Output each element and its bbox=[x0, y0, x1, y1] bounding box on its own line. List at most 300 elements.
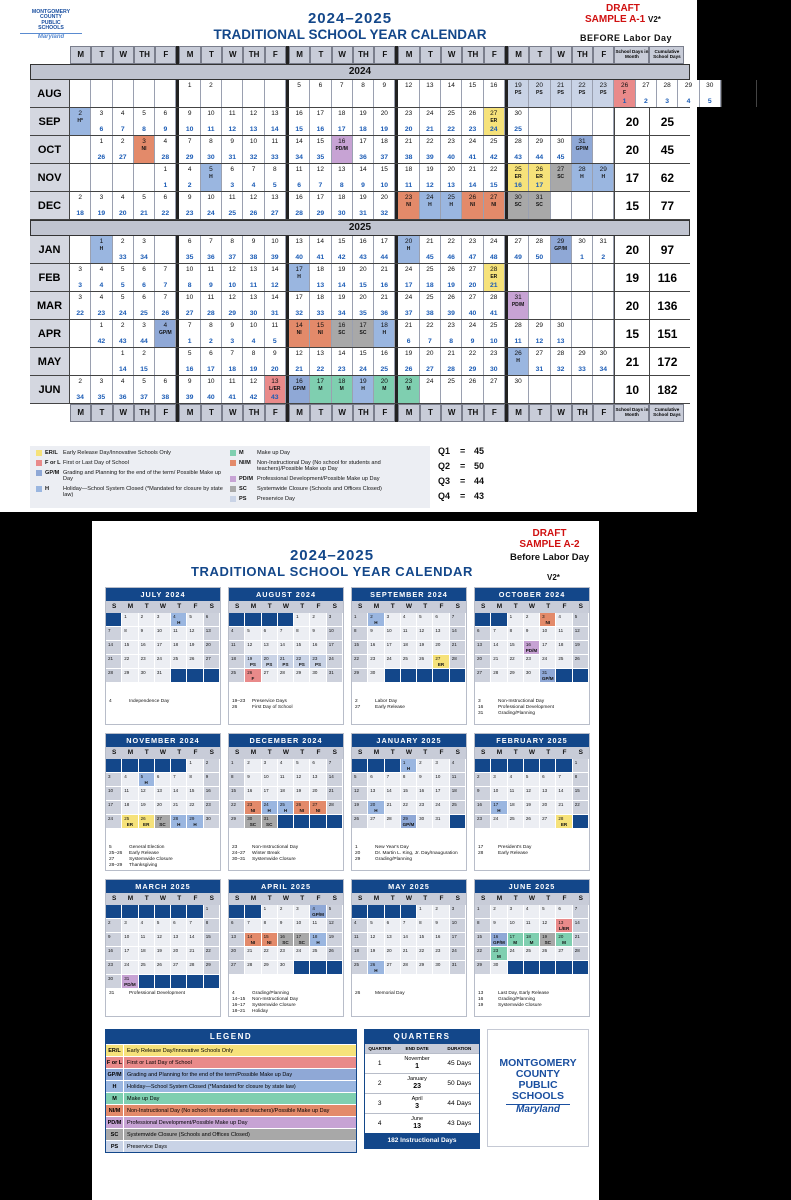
legend-code: M bbox=[106, 1093, 124, 1104]
weekday-header: T bbox=[177, 749, 182, 756]
day-cell bbox=[139, 641, 155, 655]
weekday-header: F bbox=[439, 895, 444, 902]
legend-item bbox=[36, 470, 226, 482]
day-cell bbox=[353, 192, 374, 219]
date-number: 18 bbox=[404, 166, 413, 173]
day-cell bbox=[106, 641, 122, 655]
weekday-header: S bbox=[209, 603, 214, 610]
day-cell bbox=[385, 655, 401, 669]
weekday-header: M bbox=[250, 895, 257, 902]
day-cell bbox=[353, 264, 374, 291]
school-day-count: 42 bbox=[337, 254, 346, 261]
date-number: 28 bbox=[108, 670, 114, 675]
date-number: 8 bbox=[209, 322, 213, 329]
day-cell bbox=[155, 815, 171, 829]
day-cell bbox=[310, 801, 326, 815]
day-cell bbox=[551, 192, 572, 219]
date-number: 26 bbox=[189, 656, 195, 661]
day-cell bbox=[368, 801, 384, 815]
day-cell bbox=[106, 627, 122, 641]
date-number: 10 bbox=[186, 294, 194, 301]
day-cell bbox=[573, 947, 589, 961]
date-number: 17 bbox=[493, 802, 499, 807]
week-row bbox=[229, 627, 343, 641]
date-number: 15 bbox=[380, 166, 388, 173]
note-row bbox=[109, 699, 217, 705]
weekday-header: M bbox=[496, 603, 503, 610]
school-day-count: 41 bbox=[316, 254, 325, 261]
day-cell bbox=[368, 933, 384, 947]
day-cell bbox=[540, 933, 556, 947]
date-number: 15 bbox=[402, 788, 408, 793]
day-cell bbox=[540, 905, 556, 919]
month-calendar bbox=[474, 879, 590, 1017]
day-cell bbox=[475, 905, 491, 919]
date-number: 28 bbox=[189, 962, 195, 967]
date-number: 1 bbox=[402, 760, 406, 765]
weekday-header: T bbox=[300, 603, 305, 610]
day-cell bbox=[113, 264, 134, 291]
day-cell bbox=[310, 613, 326, 627]
day-code: NI bbox=[141, 146, 147, 152]
day-cell bbox=[572, 376, 593, 403]
date-number: 5 bbox=[419, 614, 422, 619]
school-day-count: 29 bbox=[228, 310, 236, 317]
date-number: 22 bbox=[231, 802, 237, 807]
date-number: 18 bbox=[354, 948, 360, 953]
day-cell bbox=[385, 801, 401, 815]
date-number: 24 bbox=[490, 238, 498, 245]
date-number: 16 bbox=[525, 642, 531, 647]
header-spacer bbox=[30, 46, 70, 64]
school-day-count: 10 bbox=[490, 338, 498, 345]
day-cell bbox=[420, 108, 441, 135]
day-cell bbox=[310, 641, 326, 655]
day-cell bbox=[420, 320, 441, 347]
date-number: 18 bbox=[402, 642, 408, 647]
date-number: 12 bbox=[189, 628, 195, 633]
day-cell bbox=[508, 787, 524, 801]
day-cell bbox=[556, 759, 572, 773]
month-row bbox=[30, 108, 690, 136]
date-number: 24 bbox=[426, 378, 434, 385]
week-row bbox=[106, 947, 220, 961]
date-number: 11 bbox=[124, 788, 129, 793]
school-day-count: 5 bbox=[707, 98, 712, 105]
school-day-count: 28 bbox=[447, 366, 455, 373]
date-number: 15 bbox=[468, 82, 477, 89]
day-cell bbox=[551, 292, 572, 319]
date-number: 17 bbox=[124, 948, 130, 953]
weekday-header: T bbox=[267, 603, 272, 610]
weekday-header: M bbox=[373, 749, 380, 756]
school-day-count: 29 bbox=[316, 210, 325, 217]
day-cell bbox=[332, 108, 353, 135]
legend-text: Non-Instructional Day (No school for students and teachers)/Possible Make up Day bbox=[257, 460, 381, 472]
day-cell bbox=[374, 108, 395, 135]
date-number: 18 bbox=[140, 948, 146, 953]
date-number: 16 bbox=[338, 322, 346, 329]
school-day-count: 30 bbox=[337, 210, 346, 217]
date-number: 24 bbox=[124, 962, 130, 967]
day-cell bbox=[556, 815, 572, 829]
day-cell bbox=[122, 975, 138, 989]
date-number: 10 bbox=[249, 322, 258, 329]
school-day-count: 5 bbox=[120, 282, 125, 289]
note-text: Preservice Days bbox=[252, 699, 287, 704]
date-number: 17 bbox=[328, 642, 334, 647]
date-number: 16 bbox=[380, 350, 388, 357]
date-number: 5 bbox=[189, 614, 192, 619]
date-number: 27 bbox=[468, 294, 477, 301]
school-day-count: 36 bbox=[207, 254, 215, 261]
date-number: 16 bbox=[108, 948, 114, 953]
day-code: H* bbox=[77, 118, 83, 124]
date-number: 19 bbox=[359, 378, 367, 385]
day-code: SC bbox=[266, 822, 273, 827]
school-day-count: 40 bbox=[468, 310, 477, 317]
date-number: 3 bbox=[435, 760, 438, 765]
weekday-header: W bbox=[405, 603, 413, 610]
date-number: 11 bbox=[271, 138, 279, 145]
date-number: 1 bbox=[354, 614, 357, 619]
day-code: M bbox=[529, 940, 534, 945]
day-cell bbox=[491, 961, 507, 975]
date-number: 2 bbox=[78, 194, 82, 201]
day-cell bbox=[289, 192, 310, 219]
day-code: NI bbox=[491, 202, 497, 208]
date-number: 31 bbox=[542, 670, 548, 675]
day-cell bbox=[332, 292, 353, 319]
quarter-row bbox=[438, 491, 484, 506]
weekday-header: S bbox=[480, 749, 486, 756]
date-number: 27 bbox=[557, 166, 565, 173]
legend-text: Systemwide Closure (Schools and Offices Closed) bbox=[257, 486, 382, 492]
date-number: 27 bbox=[542, 816, 548, 821]
day-cell bbox=[278, 627, 294, 641]
weekday-header: W bbox=[282, 895, 290, 902]
school-day-count: 44 bbox=[140, 338, 148, 345]
week-row bbox=[106, 961, 220, 975]
school-day-count: 25 bbox=[380, 366, 389, 373]
school-day-count: 26 bbox=[97, 154, 106, 161]
date-number: 10 bbox=[207, 194, 215, 201]
day-cell bbox=[278, 655, 294, 669]
logo-line: COUNTY bbox=[515, 1068, 561, 1081]
weekday-header: F bbox=[593, 404, 614, 422]
date-number: 16 bbox=[140, 642, 146, 647]
day-cell bbox=[262, 773, 278, 787]
date-number: 20 bbox=[404, 238, 413, 245]
day-cell bbox=[556, 787, 572, 801]
legend-text: Early Release Day/Innovative Schools Only bbox=[63, 450, 171, 456]
day-cell bbox=[462, 192, 483, 219]
day-cell bbox=[91, 292, 112, 319]
logo-line: MONTGOMERY bbox=[499, 1057, 577, 1069]
school-day-count: 13 bbox=[447, 182, 455, 189]
week-row bbox=[475, 905, 589, 919]
week-row bbox=[229, 947, 343, 961]
day-cell bbox=[222, 348, 243, 375]
day-cell bbox=[229, 947, 245, 961]
week-row bbox=[352, 613, 466, 627]
weekday-header: S bbox=[578, 603, 583, 610]
week-row bbox=[352, 627, 466, 641]
day-cell bbox=[572, 164, 593, 191]
day-cell bbox=[475, 773, 491, 787]
weekday-header: M bbox=[496, 749, 503, 756]
date-number: 20 bbox=[370, 802, 376, 807]
cumulative-days-header: Cumulative School Days bbox=[649, 46, 684, 64]
day-cell bbox=[475, 961, 491, 975]
weekday-header: M bbox=[250, 749, 257, 756]
day-cell bbox=[573, 759, 589, 773]
date-number: 16 bbox=[477, 802, 483, 807]
calendar-title: TRADITIONAL SCHOOL YEAR CALENDAR bbox=[190, 564, 474, 579]
day-cell bbox=[139, 961, 155, 975]
date-number: 2 bbox=[525, 614, 529, 619]
day-cell bbox=[91, 264, 112, 291]
day-cell bbox=[551, 320, 572, 347]
date-number: 29 bbox=[557, 238, 565, 245]
year-label: 2024 bbox=[30, 64, 690, 80]
day-cell bbox=[171, 787, 187, 801]
date-number: 19 bbox=[296, 788, 302, 793]
note-date: 27 bbox=[355, 704, 361, 710]
day-cell bbox=[289, 164, 310, 191]
date-number: 10 bbox=[207, 110, 215, 117]
school-day-count: 11 bbox=[207, 126, 215, 133]
note-date: 20 bbox=[355, 850, 361, 856]
school-day-count: 19 bbox=[249, 366, 258, 373]
day-cell bbox=[401, 641, 417, 655]
date-number: 4 bbox=[279, 760, 283, 765]
day-cell bbox=[700, 80, 721, 107]
school-day-count: 39 bbox=[185, 394, 194, 401]
day-cell bbox=[245, 919, 261, 933]
quarter-duration: 50 Days bbox=[447, 1080, 472, 1087]
day-cell bbox=[462, 80, 483, 107]
note-text: Systemwide Closure bbox=[129, 856, 173, 862]
date-number: 18 bbox=[451, 788, 457, 793]
day-cell bbox=[524, 815, 540, 829]
legend-code: PS bbox=[106, 1141, 124, 1152]
day-cell bbox=[243, 108, 264, 135]
note-text: Memorial Day bbox=[375, 991, 405, 996]
day-cell bbox=[245, 815, 261, 829]
day-cell bbox=[657, 80, 678, 107]
day-cell bbox=[374, 264, 395, 291]
weekday-header: W bbox=[405, 749, 413, 756]
school-day-count: 43 bbox=[359, 254, 367, 261]
logo-line: COUNTY bbox=[40, 14, 62, 21]
date-number: 19 bbox=[542, 934, 548, 939]
note-row bbox=[355, 705, 463, 711]
day-cell bbox=[204, 905, 220, 919]
weekday-header: W bbox=[551, 404, 572, 422]
date-number: 16 bbox=[490, 82, 498, 89]
day-cell bbox=[420, 376, 441, 403]
date-number: 11 bbox=[228, 194, 236, 201]
day-cell bbox=[179, 192, 200, 219]
day-cell bbox=[222, 136, 243, 163]
month-row bbox=[30, 236, 690, 264]
day-cell bbox=[353, 348, 374, 375]
date-number: 17 bbox=[156, 642, 162, 647]
day-cell bbox=[352, 815, 368, 829]
day-cell bbox=[401, 947, 417, 961]
day-cell bbox=[573, 627, 589, 641]
weekday-header: W bbox=[159, 895, 167, 902]
day-cell bbox=[187, 975, 203, 989]
end-day: 1 bbox=[415, 1062, 420, 1070]
date-number: 9 bbox=[312, 628, 315, 633]
date-number: 12 bbox=[249, 378, 258, 385]
day-code: SC bbox=[282, 940, 289, 945]
day-cell bbox=[201, 80, 222, 107]
school-days-in-month: 20 bbox=[614, 292, 649, 319]
date-number: 28 bbox=[490, 266, 498, 273]
day-cell bbox=[556, 919, 572, 933]
day-cell bbox=[70, 80, 91, 107]
date-number: 22 bbox=[296, 656, 302, 661]
note-text: Grading/Planning bbox=[375, 856, 413, 862]
day-cell bbox=[441, 192, 462, 219]
day-cell bbox=[106, 773, 122, 787]
date-number: 10 bbox=[108, 788, 114, 793]
day-cell bbox=[310, 919, 326, 933]
date-number: 16 bbox=[205, 788, 211, 793]
day-cell bbox=[462, 320, 483, 347]
note-date: 17 bbox=[478, 845, 484, 850]
quarters-table bbox=[364, 1029, 480, 1149]
day-cell bbox=[289, 80, 310, 107]
school-day-count: 23 bbox=[337, 366, 346, 373]
date-number: 23 bbox=[404, 194, 413, 201]
day-cell bbox=[122, 801, 138, 815]
legend-text: Early Release Day/Innovative Schools Only bbox=[127, 1048, 234, 1054]
date-number: 13 bbox=[386, 934, 392, 939]
date-number: 2 bbox=[419, 760, 422, 765]
date-number: 23 bbox=[247, 802, 253, 807]
date-number: 23 bbox=[370, 656, 376, 661]
school-day-count: 47 bbox=[468, 254, 477, 261]
weekday-header: TH bbox=[134, 404, 155, 422]
day-cell bbox=[417, 933, 433, 947]
week-row bbox=[106, 787, 220, 801]
school-day-count: 20 bbox=[404, 126, 413, 133]
day-cell bbox=[556, 627, 572, 641]
day-cell bbox=[327, 933, 343, 947]
date-number: 19 bbox=[354, 802, 360, 807]
school-day-count: 6 bbox=[99, 126, 104, 133]
day-cell bbox=[551, 264, 572, 291]
column-header: DURATION bbox=[447, 1046, 472, 1051]
date-number: 23 bbox=[419, 802, 425, 807]
date-number: 5 bbox=[525, 774, 529, 779]
day-cell bbox=[556, 801, 572, 815]
day-cell bbox=[524, 933, 540, 947]
day-cell bbox=[420, 136, 441, 163]
day-cell bbox=[508, 905, 524, 919]
date-number: 7 bbox=[187, 138, 192, 145]
date-number: 23 bbox=[447, 138, 455, 145]
day-cell bbox=[243, 236, 264, 263]
legend-text: Grading and Planning for the end of the term/Possible Make up Day bbox=[127, 1072, 293, 1078]
date-number: 27 bbox=[435, 656, 441, 661]
date-number: 23 bbox=[404, 110, 413, 117]
quarter-days: 45 bbox=[474, 446, 485, 456]
date-number: 22 bbox=[124, 656, 130, 661]
week-row bbox=[106, 773, 220, 787]
day-cell bbox=[540, 641, 556, 655]
day-cell bbox=[294, 627, 310, 641]
month-title: FEBRUARY 2025 bbox=[475, 734, 589, 747]
day-cell bbox=[352, 773, 368, 787]
week-row bbox=[106, 641, 220, 655]
day-cell bbox=[573, 919, 589, 933]
date-number: 7 bbox=[402, 920, 406, 925]
legend-code: NI/M bbox=[239, 460, 251, 466]
day-cell bbox=[524, 759, 540, 773]
school-day-count: 39 bbox=[426, 154, 434, 161]
legend-code: ER/L bbox=[106, 1045, 124, 1056]
day-cell bbox=[201, 236, 222, 263]
note-date: 4 bbox=[109, 699, 112, 704]
note-text: Winter Break bbox=[252, 850, 280, 856]
date-number: 14 bbox=[316, 238, 325, 245]
day-cell bbox=[265, 292, 286, 319]
day-cell bbox=[122, 933, 138, 947]
note-row bbox=[355, 991, 463, 997]
cumulative-school-days: 45 bbox=[649, 136, 684, 163]
date-number: 19 bbox=[370, 948, 376, 953]
date-number: 31 bbox=[328, 670, 334, 675]
date-number: 10 bbox=[328, 628, 334, 633]
school-day-count: 21 bbox=[426, 126, 434, 133]
week-row bbox=[352, 815, 466, 829]
date-number: 9 bbox=[230, 322, 235, 329]
date-number: 23 bbox=[404, 378, 413, 385]
day-cell bbox=[113, 348, 134, 375]
date-number: 24 bbox=[328, 656, 334, 661]
note-date: 26 bbox=[232, 704, 238, 710]
month-calendar bbox=[351, 879, 467, 1017]
day-code: NI bbox=[315, 808, 321, 813]
date-number: 28 bbox=[558, 816, 564, 821]
day-cell bbox=[262, 613, 278, 627]
date-number: 26 bbox=[468, 378, 477, 385]
school-day-count: 12 bbox=[535, 338, 544, 345]
date-number: 19 bbox=[247, 656, 253, 661]
weekday-header: M bbox=[179, 404, 200, 422]
school-day-count: 18 bbox=[228, 366, 236, 373]
date-number: 27 bbox=[173, 962, 179, 967]
month-notes bbox=[475, 989, 589, 1011]
day-cell bbox=[229, 641, 245, 655]
day-cell bbox=[310, 164, 331, 191]
day-code: NI bbox=[469, 202, 475, 208]
weekday-header: S bbox=[234, 603, 240, 610]
week-row bbox=[352, 933, 466, 947]
day-cell bbox=[368, 669, 384, 683]
day-cell bbox=[327, 641, 343, 655]
day-cell bbox=[106, 655, 122, 669]
note-date: 31 bbox=[109, 991, 115, 996]
day-cell bbox=[484, 136, 505, 163]
legend-swatch bbox=[230, 450, 236, 456]
date-number: 13 bbox=[271, 378, 279, 385]
